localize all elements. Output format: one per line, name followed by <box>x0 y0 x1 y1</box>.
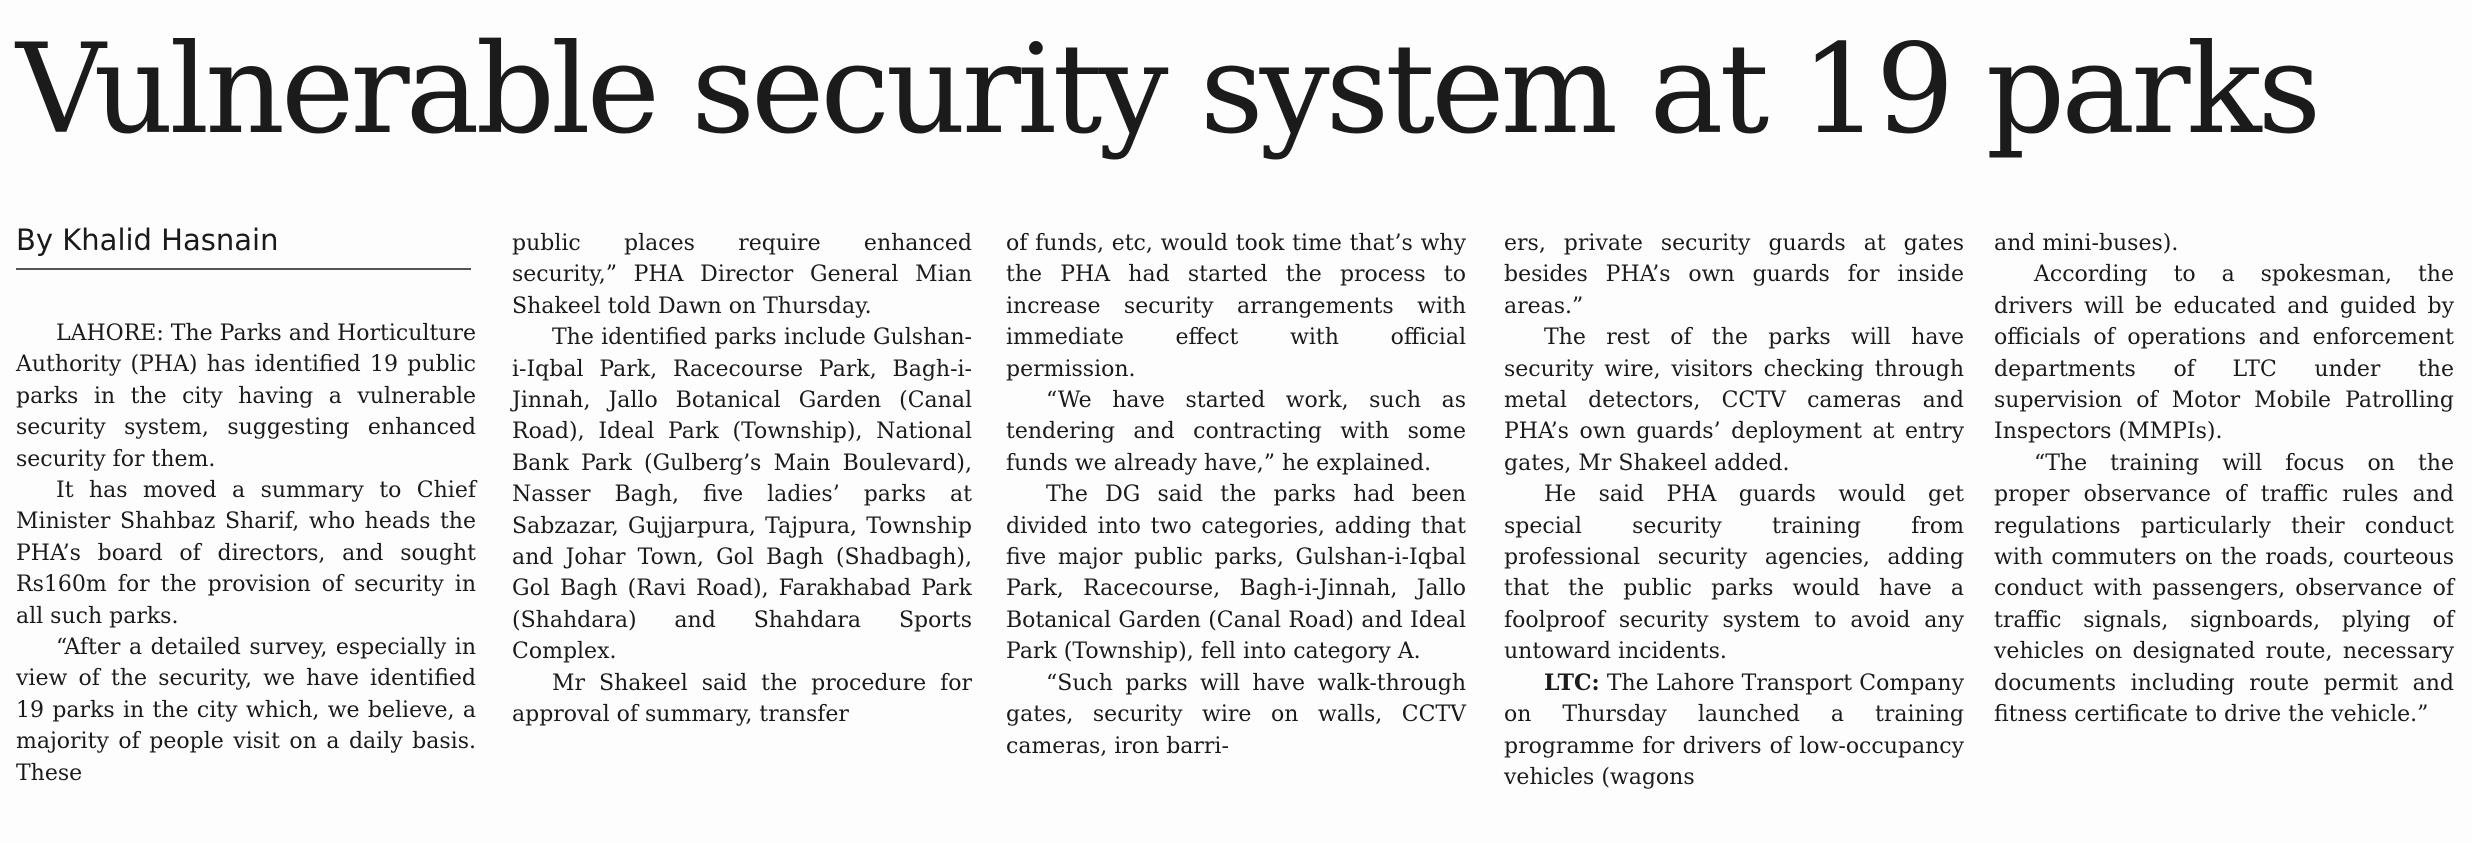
paragraph: and mini-buses). <box>1994 231 2179 256</box>
article-column-3 <box>1006 228 1466 762</box>
paragraph: “We have started work, such as tendering and contracting with some funds we already have,” he explained. <box>1006 388 1466 476</box>
paragraph: LAHORE: The Parks and Horticulture Authority (PHA) has identified 19 public parks in the city having a vulnerable security system, suggesting enhanced security for them. <box>16 321 476 472</box>
paragraph: public places require enhanced security,” PHA Director General Mian Shakeel told Dawn on Thursday. <box>512 231 972 319</box>
headline: Vulnerable security system at 19 parks <box>16 18 2318 162</box>
paragraph: According to a spokesman, the drivers will be educated and guided by officials of operations and enforcement departments of LTC under the supervision of Motor Mobile Patrolling Inspectors (MMPIs). <box>1994 262 2454 445</box>
article-column-4 <box>1504 228 1964 793</box>
paragraph: Mr Shakeel said the procedure for approval of summary, transfer <box>512 670 972 728</box>
ltc-label: LTC: <box>1544 669 1600 696</box>
paragraph: The identified parks include Gulshan-i-Iqbal Park, Racecourse Park, Bagh-i-Jinnah, Jallo Botanical Garden (Canal Road), Ideal Park (Township), National Bank Park (Gulberg’s Main Boulevard), Nasser Bagh, five ladies’ parks at Sabzazar, Gujjarpura, Tajpura, Township and Johar Town, Gol Bagh (Shadbagh), Gol Bagh (Ravi Road), Farakhabad Park (Shahdara) and Shahdara Sports Complex. <box>512 325 972 665</box>
paragraph: “The training will focus on the proper observance of traffic rules and regulations particularly their conduct with commuters on the roads, courteous conduct with passengers, observance of traffic signals, signboards, plying of vehicles on designated route, necessary documents including route permit and fitness certificate to drive the vehicle.” <box>1994 450 2454 728</box>
article-column-2 <box>512 228 972 731</box>
byline: By Khalid Hasnain <box>16 220 471 270</box>
paragraph: ers, private security guards at gates besides PHA’s own guards for inside areas.” <box>1504 231 1964 319</box>
ltc-text: The Lahore Transport Company on Thursday launched a training programme for drivers of low-occupancy vehicles (wagons <box>1504 670 1964 790</box>
paragraph: The rest of the parks will have security wire, visitors checking through metal detectors, CCTV cameras and PHA’s own guards’ deployment at entry gates, Mr Shakeel added. <box>1504 325 1964 476</box>
paragraph: of funds, etc, would took time that’s why the PHA had started the process to increase security arrangements with immediate effect with official permission. <box>1006 231 1466 382</box>
paragraph: The DG said the parks had been divided into two categories, adding that five major public parks, Gulshan-i-Iqbal Park, Racecourse, Bagh-i-Jinnah, Jallo Botanical Garden (Canal Road) and Ideal Park (Township), fell into category A. <box>1006 482 1466 665</box>
article-column-1 <box>16 318 476 789</box>
paragraph: “After a detailed survey, especially in view of the security, we have identified 19 parks in the city which, we believe, a majority of people visit on a daily basis. These <box>16 635 476 786</box>
paragraph: “Such parks will have walk-through gates, security wire on walls, CCTV cameras, iron barri- <box>1006 670 1466 759</box>
paragraph: He said PHA guards would get special security training from professional security agencies, adding that the public parks would have a foolproof security system to avoid any untoward incidents. <box>1504 482 1964 665</box>
paragraph: It has moved a summary to Chief Minister Shahbaz Sharif, who heads the PHA’s board of directors, and sought Rs160m for the provision of security in all such parks. <box>16 478 476 629</box>
ltc-paragraph <box>1504 668 1964 794</box>
article-column-5 <box>1994 228 2454 731</box>
